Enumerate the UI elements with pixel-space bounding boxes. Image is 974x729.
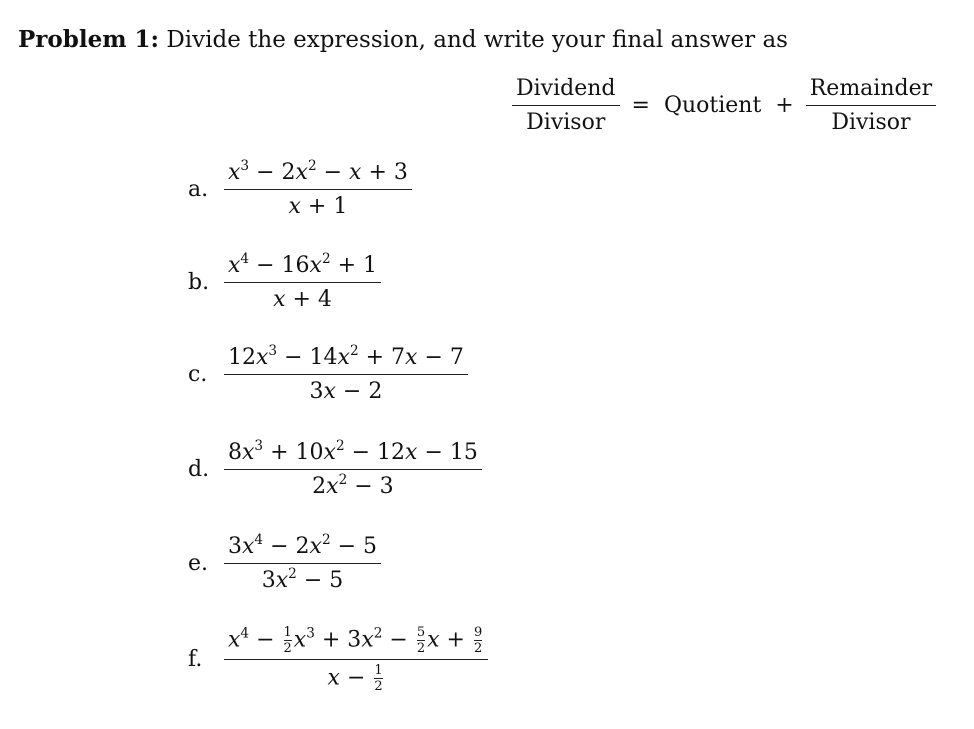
plus-sign: +: [775, 93, 794, 119]
remainder-over-divisor: [806, 76, 936, 136]
item-label: b.: [188, 270, 210, 296]
item-label: d.: [188, 457, 210, 483]
item-label: c.: [188, 362, 208, 388]
denominator: x + 1: [288, 194, 348, 220]
problem-item-d: [188, 440, 482, 500]
denominator: x − $\frac{1}{2}$: [327, 663, 383, 694]
quotient-text: Quotient: [663, 93, 762, 119]
problem-item-a: [188, 160, 412, 220]
problem-item-c: [188, 345, 468, 405]
numerator: $12x^3 - 14x^2 + 7x - 7$: [228, 343, 464, 370]
dividend-over-divisor: [512, 76, 620, 136]
problem-heading: [18, 26, 788, 53]
numerator: $x^3 - 2x^2 - x + 3$: [228, 158, 408, 185]
numerator: $x^4 - 16x^2 + 1$: [228, 251, 378, 278]
problem-item-b: [188, 253, 381, 313]
item-label: a.: [188, 177, 209, 203]
numerator: $x^4$ − $\frac{1}{2}$ $x^3 + 3x^2$ − $\frac{5}{2}$ x + $\frac{9}{2}$: [228, 625, 483, 656]
answer-format-formula: [512, 76, 936, 136]
problem-fraction: [224, 626, 488, 693]
item-label: e.: [188, 551, 209, 577]
divisor-text: Divisor: [526, 110, 606, 136]
problem-fraction: [224, 534, 381, 594]
problem-item-f: [188, 626, 488, 693]
problem-label: Problem 1:: [18, 26, 160, 53]
denominator: $3x^2 - 5$: [261, 566, 344, 594]
problem-fraction: [224, 440, 482, 500]
denominator: x + 4: [273, 287, 332, 313]
numerator: $3x^4 - 2x^2 - 5$: [228, 532, 378, 559]
item-label: f.: [188, 647, 203, 672]
denominator: $2x^2 - 3$: [312, 472, 394, 500]
problem-fraction: [224, 253, 381, 313]
equals-sign: =: [631, 93, 650, 119]
numerator: $8x^3 + 10x^2 - 12x - 15$: [228, 438, 478, 465]
divisor-text: Divisor: [831, 110, 911, 136]
problem-instruction: Divide the expression, and write your final answer as: [166, 27, 788, 53]
denominator: 3x − 2: [309, 379, 383, 405]
problem-fraction: [224, 160, 412, 220]
problem-item-e: [188, 534, 381, 594]
dividend-text: Dividend: [516, 76, 616, 101]
remainder-text: Remainder: [809, 76, 933, 101]
problem-fraction: [224, 345, 468, 405]
